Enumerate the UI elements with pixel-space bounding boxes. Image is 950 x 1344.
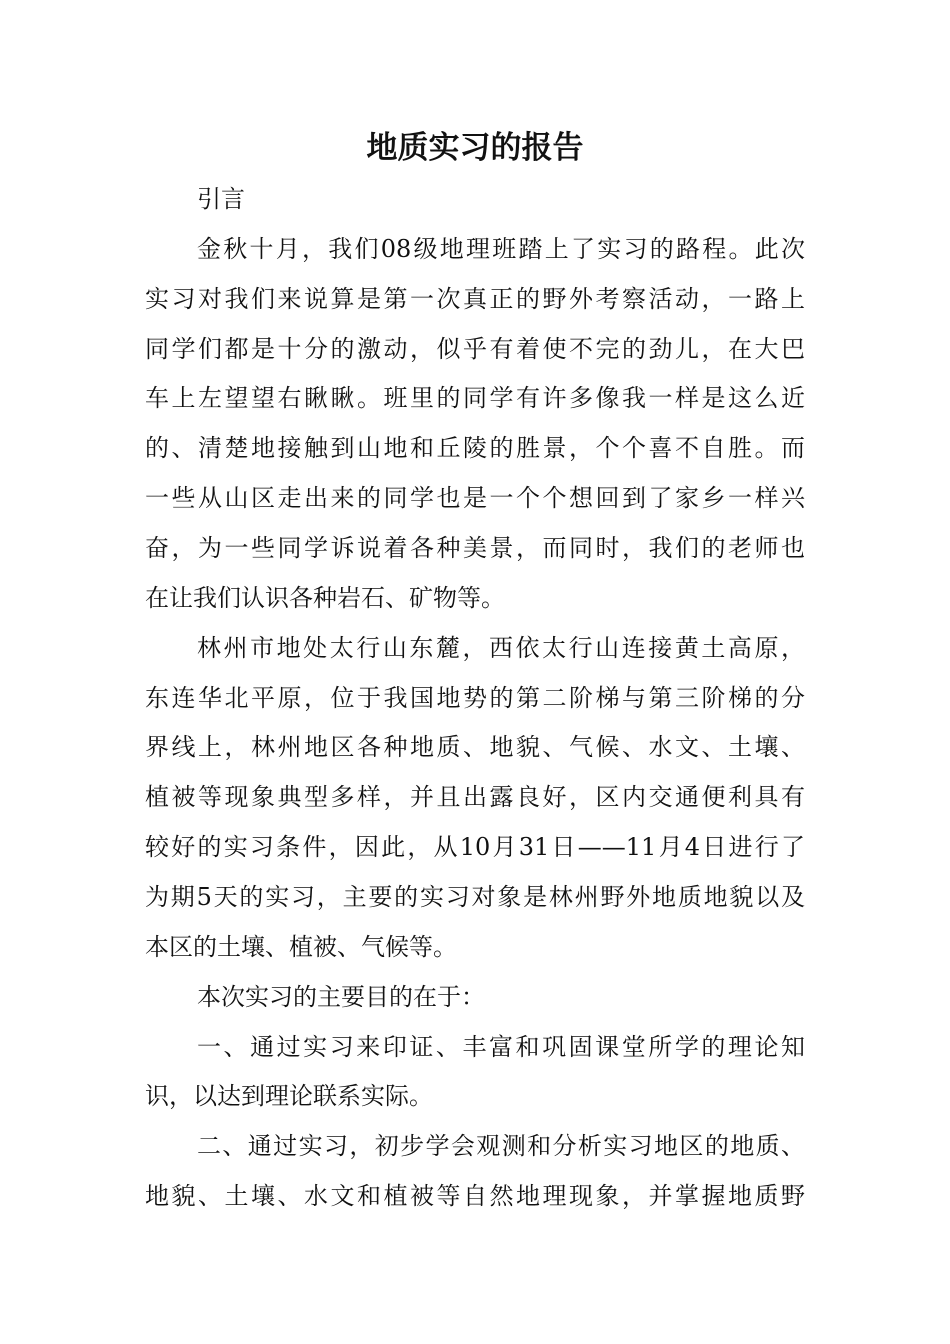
document-title: 地质实习的报告 <box>366 130 584 166</box>
body-text-line: 车上左望望右瞅瞅。班里的同学有许多像我一样是这么近 <box>145 384 805 412</box>
body-text-line: 实习对我们来说算是第一次真正的野外考察活动，一路上 <box>145 285 805 313</box>
body-text-line: 为期5天的实习，主要的实习对象是林州野外地质地貌以及 <box>145 883 805 911</box>
body-text-line: 植被等现象典型多样，并且出露良好，区内交通便利具有 <box>145 783 805 811</box>
purpose-item-2: 二、通过实习，初步学会观测和分析实习地区的地质、 <box>197 1132 805 1160</box>
body-text-line: 界线上，林州地区各种地质、地貌、气候、水文、土壤、 <box>145 733 805 761</box>
body-text-line: 本区的土壤、植被、气候等。 <box>145 933 457 961</box>
body-text-line: 地貌、土壤、水文和植被等自然地理现象，并掌握地质野 <box>145 1182 805 1210</box>
body-text-line: 一些从山区走出来的同学也是一个个想回到了家乡一样兴 <box>145 484 805 512</box>
body-text-line: 金秋十月，我们08级地理班踏上了实习的路程。此次 <box>197 235 805 263</box>
body-text-line: 较好的实习条件，因此，从10月31日——11月4日进行了 <box>145 833 805 861</box>
purpose-heading: 本次实习的主要目的在于： <box>197 983 485 1011</box>
body-text-line: 的、清楚地接触到山地和丘陵的胜景，个个喜不自胜。而 <box>145 434 805 462</box>
purpose-item-1: 一、通过实习来印证、丰富和巩固课堂所学的理论知 <box>197 1033 805 1061</box>
body-text-line: 识，以达到理论联系实际。 <box>145 1082 433 1110</box>
body-text-line: 东连华北平原，位于我国地势的第二阶梯与第三阶梯的分 <box>145 684 805 712</box>
body-text-line: 在让我们认识各种岩石、矿物等。 <box>145 584 505 612</box>
body-text-line: 林州市地处太行山东麓，西依太行山连接黄土高原， <box>197 634 805 662</box>
section-heading-intro: 引言 <box>197 185 245 213</box>
body-text-line: 同学们都是十分的激动，似乎有着使不完的劲儿，在大巴 <box>145 335 805 363</box>
body-text-line: 奋，为一些同学诉说着各种美景，而同时，我们的老师也 <box>145 534 805 562</box>
